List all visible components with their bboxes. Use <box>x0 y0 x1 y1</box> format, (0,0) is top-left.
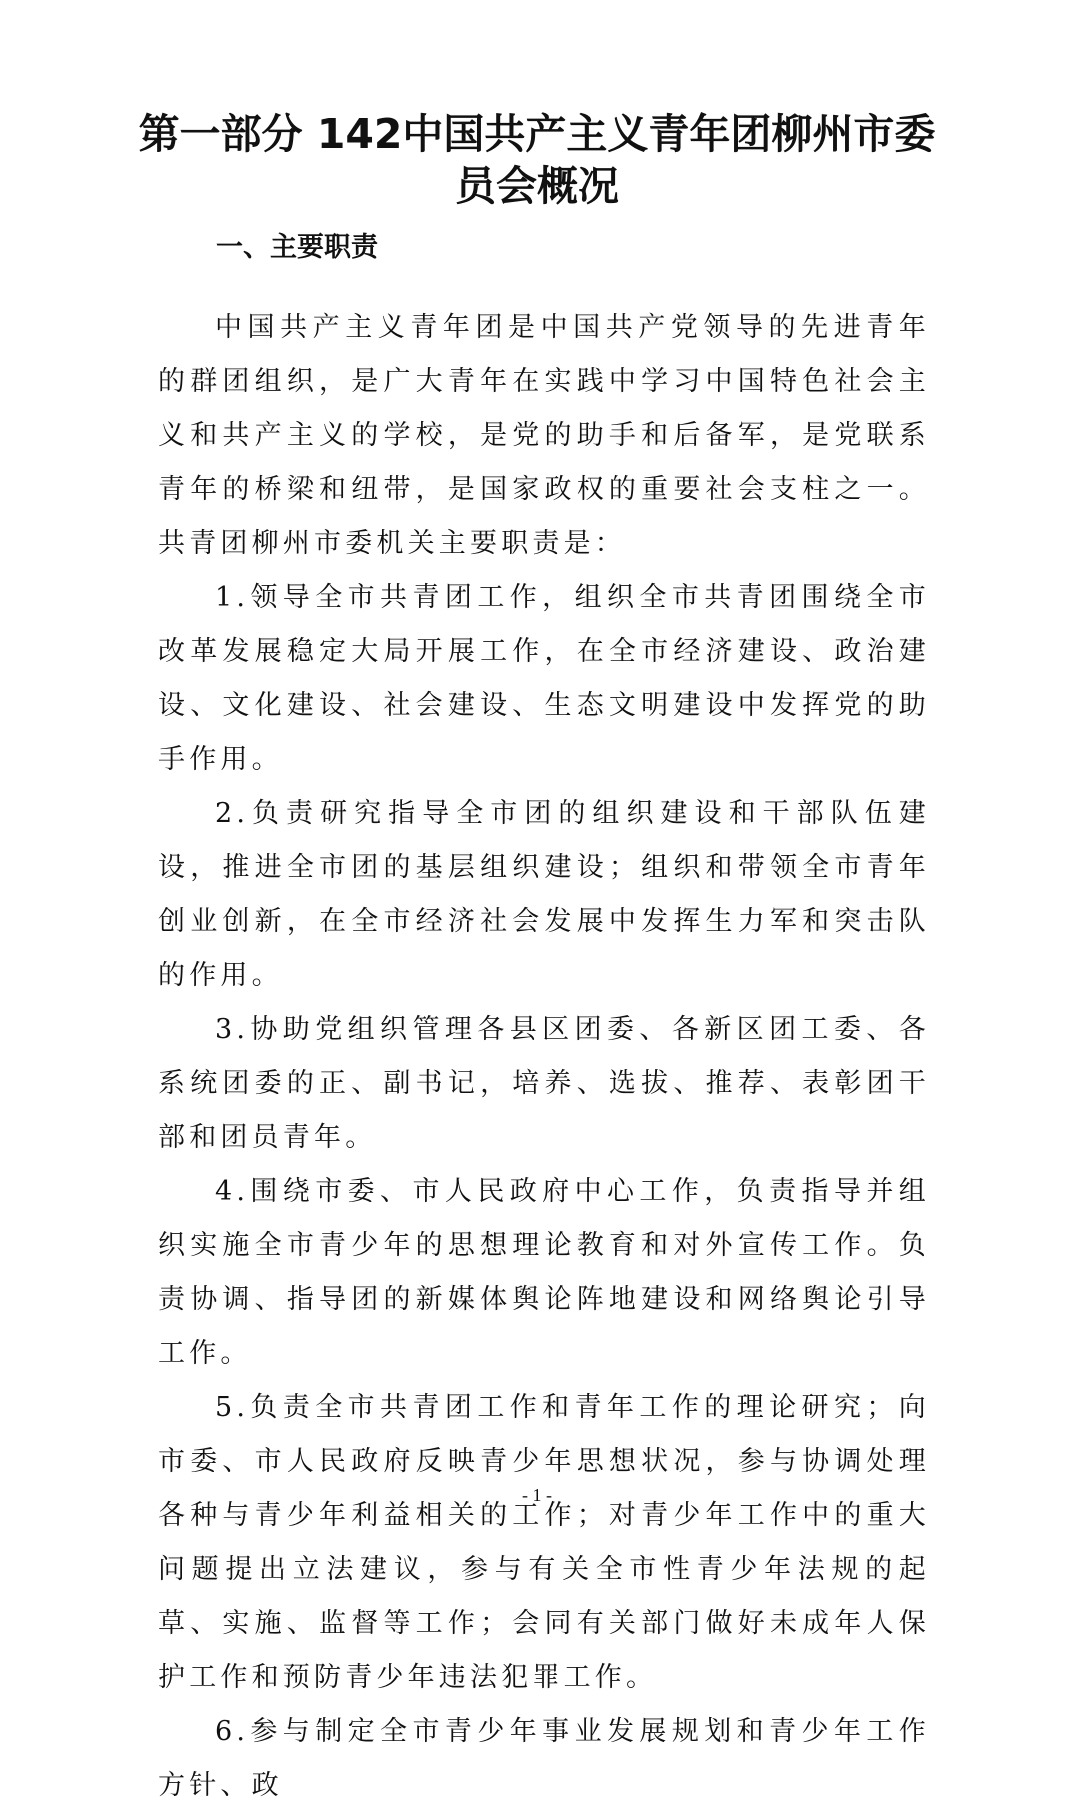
page-number: - 1 - <box>522 1485 552 1505</box>
paragraph-item-6: 6.参与制定全市青少年事业发展规划和青少年工作方针、政 <box>158 1716 930 1801</box>
section-heading: 一、主要职责 <box>216 232 378 263</box>
paragraph-item-4: 4.围绕市委、市人民政府中心工作，负责指导并组织实施全市青少年的思想理论教育和对外宣传工作。负责协调、指导团的新媒体舆论阵地建设和网络舆论引导工作。 <box>158 1176 930 1369</box>
body-text <box>158 301 930 1813</box>
title-line-2: 员会概况 <box>455 162 619 210</box>
paragraph-item-5: 5.负责全市共青团工作和青年工作的理论研究；向市委、市人民政府反映青少年思想状况，参与协调处理各种与青少年利益相关的工作；对青少年工作中的重大问题提出立法建议，参与有关全市性青少年法规的起草、实施、监督等工作；会同有关部门做好未成年人保护工作和预防青少年违法犯罪工作。 <box>158 1392 930 1693</box>
paragraph-item-3: 3.协助党组织管理各县区团委、各新区团工委、各系统团委的正、副书记，培养、选拔、推荐、表彰团干部和团员青年。 <box>158 1014 930 1153</box>
title-line-1: 第一部分 142中国共产主义青年团柳州市委 <box>138 110 936 158</box>
paragraph-item-1: 1.领导全市共青团工作，组织全市共青团围绕全市改革发展稳定大局开展工作，在全市经济建设、政治建设、文化建设、社会建设、生态文明建设中发挥党的助手作用。 <box>158 582 930 775</box>
paragraph-item-2: 2.负责研究指导全市团的组织建设和干部队伍建设，推进全市团的基层组织建设；组织和带领全市青年创业创新，在全市经济社会发展中发挥生力军和突击队的作用。 <box>158 798 930 991</box>
page-title <box>120 108 954 212</box>
paragraph-intro: 中国共产主义青年团是中国共产党领导的先进青年的群团组织，是广大青年在实践中学习中国特色社会主义和共产主义的学校，是党的助手和后备军，是党联系青年的桥梁和纽带，是国家政权的重要社会支柱之一。共青团柳州市委机关主要职责是： <box>158 312 930 559</box>
